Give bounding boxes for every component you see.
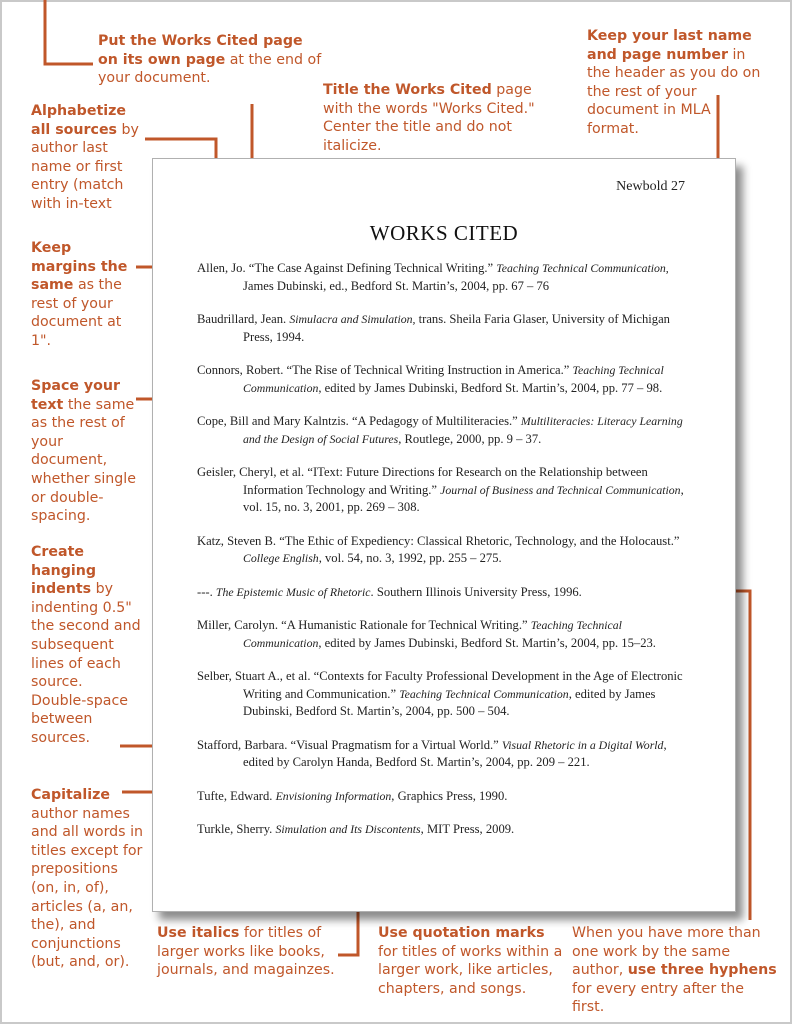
entry-author-title: Turkle, Sherry. [197, 822, 276, 836]
note-quotes-bold: Use quotation marks [378, 925, 545, 941]
note-spacing-text: the same as the rest of your document, whether single or double-spacing. [31, 396, 136, 525]
entry-author-title: ---. [197, 584, 216, 599]
entry-italic-title: Multiliteracies: Literacy Learning and the Design of Social Futures [243, 414, 683, 446]
page-header: Newbold 27 [616, 179, 685, 194]
note-own-page-bold: Put the Works Cited page on its own page [98, 33, 303, 68]
note-header [587, 27, 767, 139]
entry-author-title: Cope, Bill and Mary Kalntzis. “A Pedagogy of Multiliteracies.” [197, 414, 521, 428]
works-cited-page [152, 158, 736, 912]
citation-entry [197, 413, 697, 448]
entry-details: , vol. 54, no. 3, 1992, pp. 255 – 275. [318, 551, 502, 565]
entry-details: James Dubinski, ed., Bedford St. Martin’s, 2004, pp. 67 – 76 [243, 278, 550, 293]
entry-author-title: Tufte, Edward. [197, 788, 276, 803]
entry-italic-title: The Epistemic Music of Rhetoric [215, 584, 371, 599]
note-italics-text: for titles of larger works like books, journals, and magainzes. [157, 925, 335, 979]
note-hanging-bold: Create hanging indents [31, 544, 97, 598]
note-quotes [378, 924, 568, 998]
citation-entry [197, 821, 697, 839]
citation-entry [197, 533, 697, 568]
citation-entry [197, 584, 697, 602]
citation-entry [197, 260, 697, 295]
note-alphabetize-text: by author last name or first entry (match with in-text [31, 121, 139, 212]
note-capitalize [31, 786, 143, 972]
works-cited-title: WORKS CITED [369, 221, 519, 245]
note-hanging-extra: Double-space between sources. [31, 692, 129, 746]
entry-author-title: Baudrillard, Jean. [197, 312, 290, 326]
citation-entry [197, 464, 697, 517]
note-hyphens-pre: When you have more than one work by the same author, [572, 925, 761, 979]
entry-details: , edited by James Dubinski, Bedford St. Martin’s, 2004, pp. 500 – 504. [243, 686, 656, 718]
entry-details: , MIT Press, 2009. [420, 822, 515, 836]
note-hyphens [572, 924, 777, 1017]
note-margins-text: as the rest of your document at 1". [31, 277, 122, 349]
note-italics-bold: Use italics [157, 925, 240, 941]
note-spacing [31, 377, 141, 526]
note-hanging [31, 543, 141, 748]
citation-entry [197, 668, 697, 721]
entry-author-title: Geisler, Cheryl, et al. “IText: Future Directions for Research on the Relationship between Information Technology and Writing.” [197, 465, 648, 497]
entry-author-title: Stafford, Barbara. “Visual Pragmatism for a Virtual World.” [197, 737, 502, 752]
entry-details: , edited by James Dubinski, Bedford St. Martin’s, 2004, pp. 15–23. [318, 635, 656, 650]
entry-italic-title: Visual Rhetoric in a Digital World [501, 737, 664, 752]
entry-author-title: Connors, Robert. “The Rise of Technical Writing Instruction in America.” [197, 363, 573, 377]
note-alphabetize [31, 102, 143, 214]
entry-italic-title: College English [243, 551, 319, 565]
note-title-bold: Title the Works Cited [323, 82, 492, 98]
citation-entry [197, 362, 697, 397]
entry-italic-title: Journal of Business and Technical Communication [440, 482, 681, 497]
note-title-text: page with the words "Works Cited." Center the title and do not italicize. [323, 82, 535, 154]
entry-details: , edited by James Dubinski, Bedford St. Martin’s, 2004, pp. 77 – 98. [318, 380, 663, 395]
citation-entry [197, 617, 697, 652]
entry-italic-title: Teaching Technical Communication, [496, 261, 669, 275]
note-quotes-text: for titles of works within a larger work, like articles, chapters, and songs. [378, 943, 563, 997]
citation-entry [197, 788, 697, 806]
citation-entry [197, 311, 697, 346]
note-capitalize-text: author names and all words in titles except for prepositions (on, in, of), articles (a, an, the), and conjunctions (but, and, or). [31, 805, 143, 971]
note-own-page-text: at the end of your document. [98, 51, 322, 87]
entry-author-title: Allen, Jo. “The Case Against Defining Technical Writing.” [197, 261, 497, 275]
note-margins [31, 239, 131, 351]
entry-author-title: Miller, Carolyn. “A Humanistic Rationale for Technical Writing.” [197, 618, 531, 632]
note-hyphens-bold: use three hyphens [627, 962, 777, 979]
entry-details: . Southern Illinois University Press, 1996. [370, 584, 582, 599]
note-hyphens-text: for every entry after the first. [572, 980, 744, 1016]
note-own-page [98, 32, 323, 88]
entry-italic-title: Simulacra and Simulation, [289, 312, 416, 326]
note-title [323, 81, 548, 155]
entry-details: , Routlege, 2000, pp. 9 – 37. [398, 431, 542, 446]
entry-author-title: Katz, Steven B. “The Ethic of Expediency: Classical Rhetoric, Technology, and the Holocaust.” [197, 533, 680, 548]
note-spacing-bold: Space your text [31, 378, 121, 413]
entry-details: trans. Sheila Faria Glaser, University of Michigan Press, 1994. [243, 312, 670, 344]
note-margins-bold: Keep margins the same [31, 240, 128, 294]
note-capitalize-bold: Capitalize [31, 787, 110, 803]
note-alphabetize-bold: Alphabetize all sources [31, 103, 126, 138]
entry-italic-title: Envisioning Information [275, 788, 392, 803]
entry-italic-title: Simulation and Its Discontents [275, 822, 421, 836]
entry-details: , vol. 15, no. 3, 2001, pp. 269 – 308. [243, 482, 684, 514]
note-italics [157, 924, 352, 980]
note-header-bold: Keep your last name and page number [587, 28, 752, 63]
entries-list [197, 260, 697, 855]
note-header-text: in the header as you do on the rest of your document in MLA format. [587, 46, 761, 137]
note-hanging-text: by indenting 0.5" the second and subsequent lines of each source. [31, 581, 141, 691]
citation-entry [197, 737, 697, 772]
entry-italic-title: Teaching Technical Communication [399, 686, 569, 701]
entry-italic-title: Teaching Technical Communication [243, 618, 622, 650]
entry-details: , Graphics Press, 1990. [391, 788, 508, 803]
entry-details: , edited by Carolyn Handa, Bedford St. Martin’s, 2004, pp. 209 – 221. [243, 737, 667, 769]
entry-author-title: Selber, Stuart A., et al. “Contexts for Faculty Professional Development in the Age of Electronic Writing and Communication.” [197, 669, 683, 701]
entry-italic-title: Teaching Technical Communication [243, 363, 664, 395]
